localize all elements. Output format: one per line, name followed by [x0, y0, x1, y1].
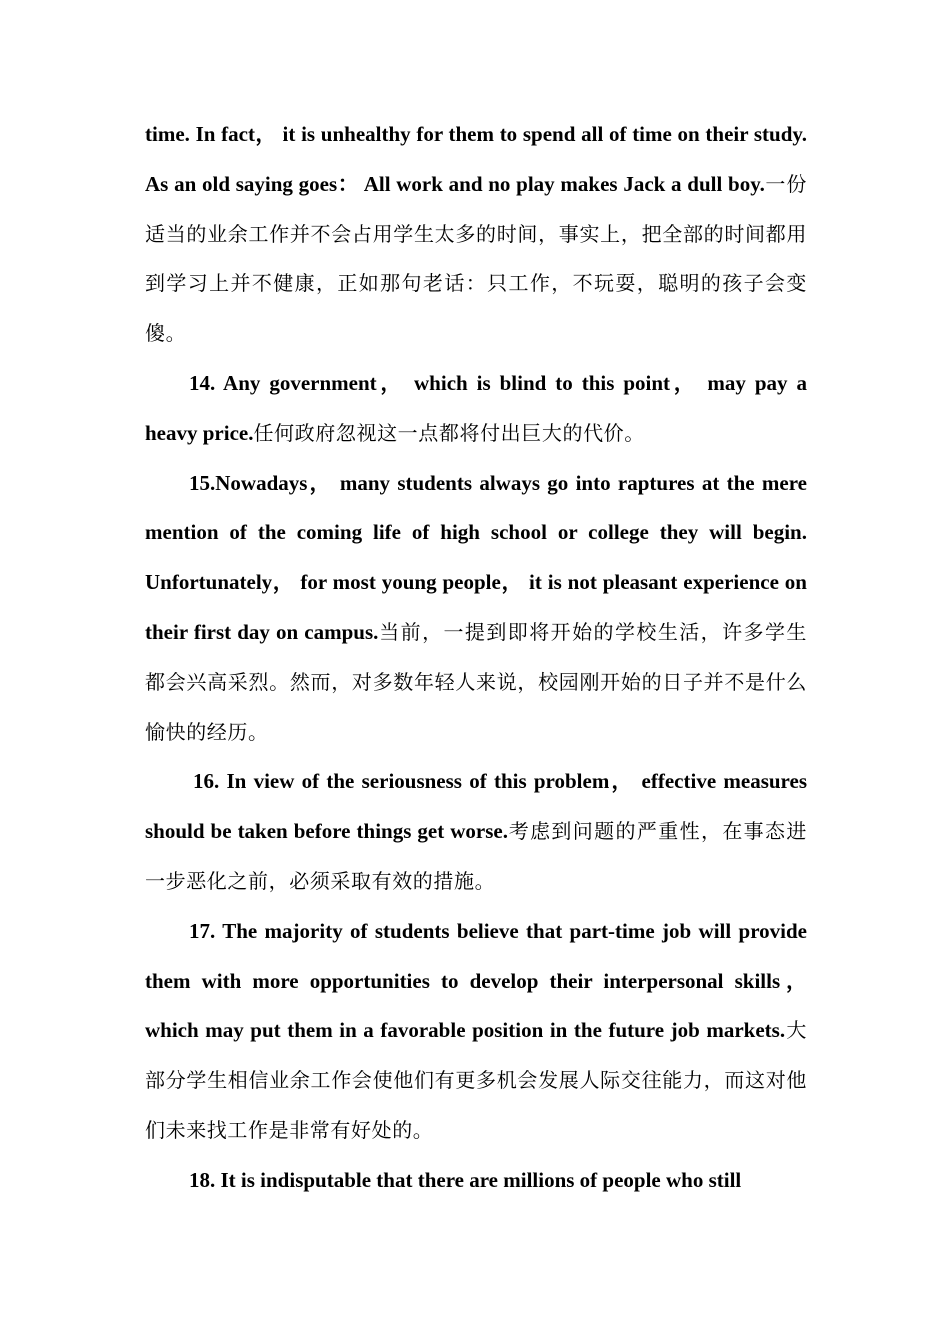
document-page: [145, 110, 807, 1206]
paragraph-english: 15.Nowadays， many students always go into raptures at the mere mention of the coming life of high school or college they will begin. Unfortunately， for most young people， it is not pleasant experience on their first day on campus.: [145, 470, 807, 644]
paragraph-chinese: 一份适当的业余工作并不会占用学生太多的时间，事实上，把全部的时间都用到学习上并不健康，正如那句老话：只工作，不玩耍，聪明的孩子会变傻。: [145, 171, 807, 346]
paragraph-chinese: 大部分学生相信业余工作会使他们有更多机会发展人际交往能力，而这对他们未来找工作是非常有好处的。: [145, 1018, 807, 1142]
paragraph-english: 18. It is indisputable that there are millions of people who still: [189, 1167, 742, 1192]
paragraph-18: [145, 1156, 807, 1206]
paragraph-14: [145, 359, 807, 459]
paragraph-chinese: 任何政府忽视这一点都将付出巨大的代价。: [253, 420, 645, 445]
paragraph-english: 16. In view of the seriousness of this problem， effective measures should be taken before things get worse.: [145, 769, 807, 844]
paragraph-chinese: 当前，一提到即将开始的学校生活，许多学生都会兴高采烈。然而，对多数年轻人来说，校园刚开始的日子并不是什么愉快的经历。: [145, 619, 808, 744]
paragraph-16: [145, 757, 807, 906]
paragraph-english: 14. Any government， which is blind to this point， may pay a heavy price.: [145, 370, 807, 445]
paragraph-english: 17. The majority of students believe that part-time job will provide them with more opportunities to develop their interpersonal skills， which may put them in a favorable position in the future job markets.: [145, 918, 807, 1043]
paragraph-17: [145, 907, 807, 1156]
paragraph-english: time. In fact， it is unhealthy for them to spend all of time on their study. As an old saying goes： All work and no play makes Jack a dull boy.: [145, 122, 807, 196]
paragraph-15: [145, 459, 807, 758]
paragraph-chinese: 考虑到问题的严重性，在事态进一步恶化之前，必须采取有效的措施。: [145, 819, 808, 893]
paragraph-continuation: [145, 110, 807, 359]
